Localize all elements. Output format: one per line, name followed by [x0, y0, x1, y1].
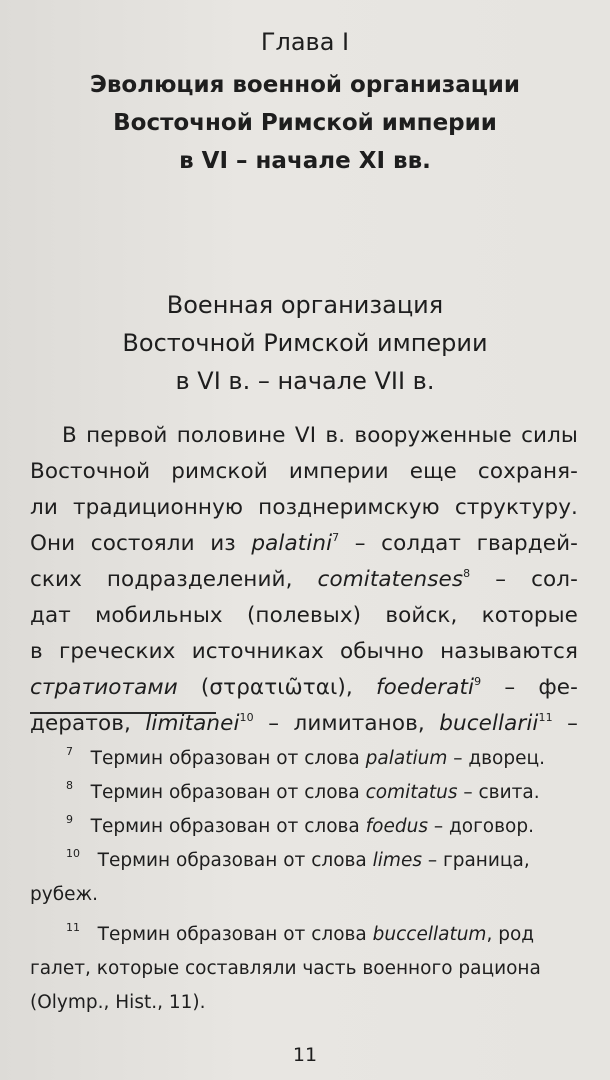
term: стратиотами — [30, 675, 178, 700]
footnote-text: Термин образован от слова — [90, 816, 366, 837]
footnote — [30, 918, 580, 952]
chapter-title-line: в VI – начале XI вв. — [179, 148, 431, 174]
section-title — [40, 286, 570, 400]
latin-term: bucellarii — [439, 711, 539, 736]
footnote-continuation: (Olymp., Hist., 11). — [30, 992, 206, 1013]
footnote-ref: 11 — [538, 711, 553, 724]
footnote-continuation: рубеж. — [30, 884, 99, 905]
latin-term: limitanei — [145, 711, 240, 736]
footnote-number: 11 — [66, 921, 80, 934]
text-line — [30, 526, 578, 562]
text-line: дат мобильных (полевых) войск, которые — [30, 603, 578, 628]
latin-term: limes — [372, 850, 422, 871]
footnote — [30, 844, 580, 878]
text-fragment: ских подразделений, — [30, 567, 318, 592]
latin-term: palatini — [251, 531, 333, 556]
chapter-title-line: Эволюция военной организации — [89, 72, 520, 98]
text-line: в греческих источниках обычно называются — [30, 639, 578, 664]
footnote-continuation: галет, которые составляли часть военного рациона — [30, 958, 541, 979]
footnote-text: Термин образован от слова — [97, 850, 373, 871]
text-line — [30, 562, 578, 598]
text-line: В первой половине VI в. вооруженные силы — [62, 423, 578, 448]
footnote — [30, 742, 580, 776]
footnote-ref: 8 — [463, 567, 471, 580]
text-fragment: – лимитанов, — [253, 711, 440, 736]
footnote-ref: 10 — [239, 711, 254, 724]
text-line: Восточной римской империи еще сохраня- — [30, 459, 578, 484]
text-fragment: Они состояли из — [30, 531, 252, 556]
footnote-ref: 9 — [474, 675, 482, 688]
footnote-ref: 7 — [332, 531, 340, 544]
footnote — [30, 810, 580, 844]
footnote-text: – договор. — [427, 816, 534, 837]
footnote-number: 7 — [66, 745, 73, 758]
text-fragment: – — [552, 711, 578, 736]
latin-term: comitatus — [365, 782, 458, 803]
latin-term: foederati — [375, 675, 475, 700]
page-number: 11 — [292, 1044, 318, 1066]
footnotes — [30, 742, 580, 1020]
text-line: ли традиционную позднеримскую структуру. — [30, 495, 578, 520]
section-title-line: Военная организация — [166, 291, 444, 319]
footnote-text: Термин образован от слова — [90, 782, 366, 803]
footnote-text: , род — [486, 924, 535, 945]
text-fragment: – сол- — [470, 567, 579, 592]
chapter-title — [40, 66, 570, 180]
footnote-text: – граница, — [421, 850, 530, 871]
footnote-divider — [30, 712, 216, 714]
footnote-text: Термин образован от слова — [90, 748, 366, 769]
latin-term: comitatenses — [317, 567, 464, 592]
section-title-line: Восточной Римской империи — [122, 329, 488, 357]
text-line — [30, 670, 578, 706]
text-fragment: – фе- — [481, 675, 578, 700]
latin-term: buccellatum — [372, 924, 487, 945]
text-fragment: – солдат гвардей- — [339, 531, 578, 556]
footnote-number: 8 — [66, 779, 73, 792]
section-title-line: в VI в. – начале VII в. — [175, 367, 435, 395]
chapter-title-line: Восточной Римской империи — [113, 110, 497, 136]
footnote-number: 10 — [66, 847, 80, 860]
footnote-text: – дворец. — [447, 748, 545, 769]
greek-term: (στρατιῶται), — [177, 675, 376, 700]
footnote — [30, 776, 580, 810]
chapter-label: Глава I — [260, 28, 350, 56]
latin-term: foedus — [365, 816, 428, 837]
latin-term: palatium — [365, 748, 448, 769]
body-paragraph — [30, 418, 578, 742]
text-fragment: дератов, — [30, 711, 146, 736]
footnote-text: Термин образован от слова — [97, 924, 373, 945]
footnote-text: – свита. — [457, 782, 540, 803]
footnote-number: 9 — [66, 813, 73, 826]
